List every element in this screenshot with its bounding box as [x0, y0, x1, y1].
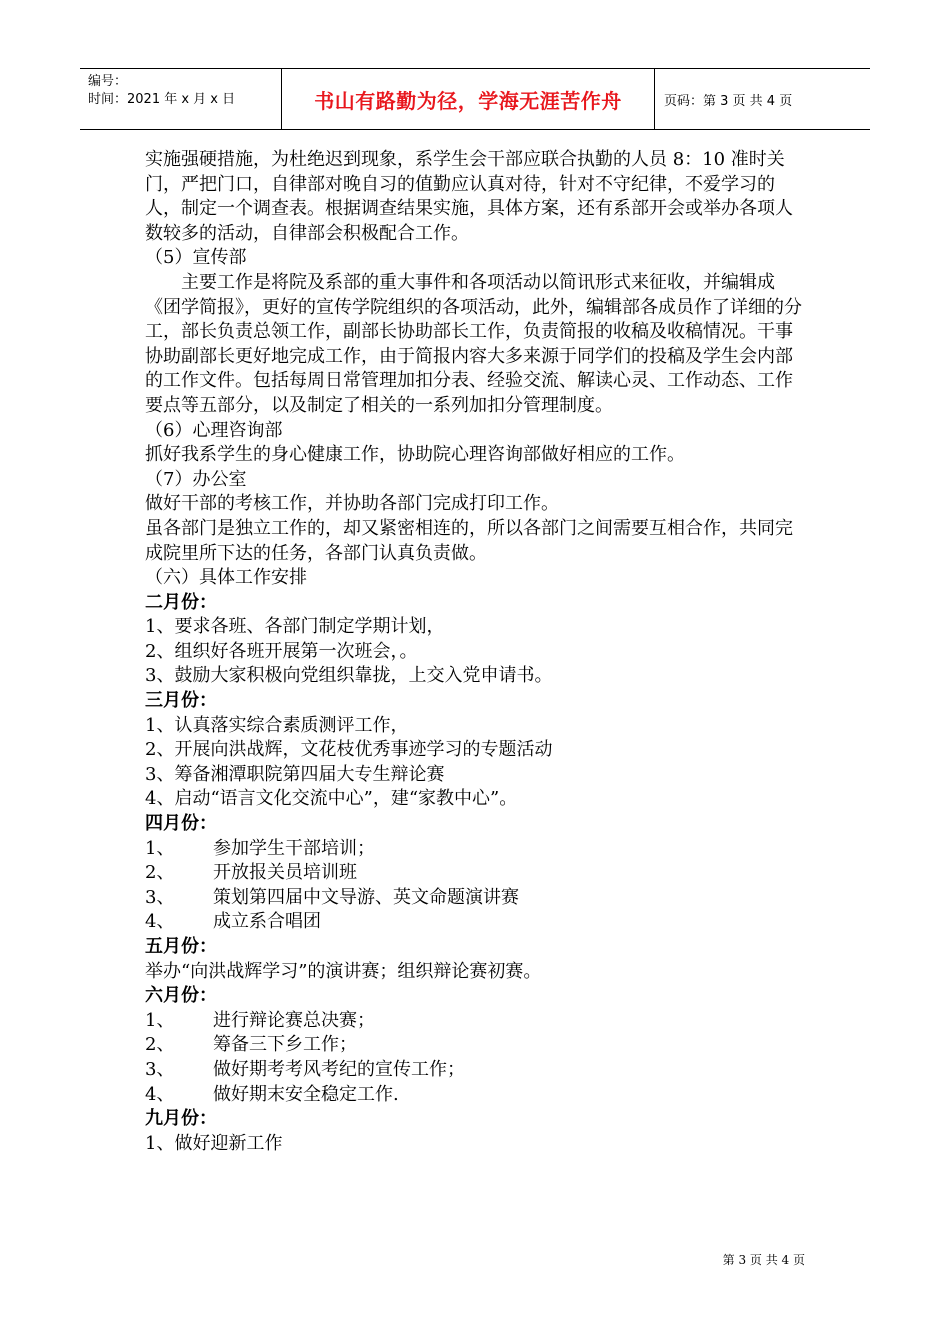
- list-item: 1、要求各班、各部门制定学期计划，: [145, 616, 445, 638]
- list-number: 4、: [145, 911, 175, 933]
- list-item: [145, 1009, 810, 1034]
- list-number: 4、: [145, 1083, 175, 1105]
- paragraph: 主要工作是将院及系部的重大事件和各项活动以简讯形式来征收，并编辑成《团学简报》，更好的宣传学院组织的各项活动，此外，编辑部各成员作了详细的分工，部长负责总领工作，副部长协助部长工作，负责简报的收稿及收稿情况。干事协助副部长更好地完成工作，由于简报内容大多来源于同学们的投稿及学生会内部的工作文件。包括每周日常管理加扣分表、经验交流、解读心灵、工作动态、工作要点等五部分，以及制定了相关的一系列加扣分管理制度。: [145, 271, 802, 416]
- list-item: 2、组织好各班开展第一次班会，。: [145, 640, 418, 662]
- list-item: 3、筹备湘潭职院第四届大专生辩论赛: [145, 763, 445, 785]
- document-body: [145, 148, 810, 1156]
- paragraph: 虽各部门是独立工作的，却又紧密相连的，所以各部门之间需要互相合作，共同完成院里所下达的任务，各部门认真负责做。: [145, 517, 793, 564]
- month-heading: 三月份：: [145, 690, 217, 712]
- list-text: 做好期末安全稳定工作.: [213, 1083, 399, 1105]
- list-item: 1、做好迎新工作: [145, 1132, 283, 1154]
- paragraph: 抓好我系学生的身心健康工作，协助院心理咨询部做好相应的工作。: [145, 444, 685, 466]
- section-heading: （六）具体工作安排: [145, 567, 307, 589]
- list-number: 3、: [145, 1058, 175, 1080]
- list-item: [145, 837, 810, 862]
- section-heading: （5）宣传部: [145, 247, 247, 269]
- header-motto: 书山有路勤为径，学海无涯苦作舟: [314, 88, 622, 113]
- list-text: 筹备三下乡工作；: [213, 1034, 357, 1056]
- list-item: [145, 1083, 810, 1108]
- list-text: 成立系合唱团: [213, 911, 321, 933]
- list-number: 1、: [145, 837, 175, 859]
- number-label: 编号：: [88, 74, 128, 89]
- list-number: 3、: [145, 886, 175, 908]
- list-item: [145, 1058, 810, 1083]
- month-heading: 二月份：: [145, 591, 217, 613]
- time-label: 时间：2021 年 x 月 x 日: [88, 92, 236, 107]
- header-page-info: 页码：第 3 页 共 4 页: [664, 93, 793, 109]
- list-number: 2、: [145, 862, 175, 884]
- list-text: 开放报关员培训班: [213, 862, 357, 884]
- list-item: [145, 910, 810, 935]
- list-number: 1、: [145, 1009, 175, 1031]
- document-header: [80, 68, 870, 130]
- header-divider: [654, 69, 655, 129]
- list-item: 4、启动“语言文化交流中心”，建“家教中心”。: [145, 788, 518, 810]
- list-item: 1、认真落实综合素质测评工作，: [145, 714, 409, 736]
- paragraph: 举办“向洪战辉学习”的演讲赛；组织辩论赛初赛。: [145, 960, 542, 982]
- page-footer: 第 3 页 共 4 页: [722, 1253, 805, 1267]
- month-heading: 九月份：: [145, 1108, 217, 1130]
- month-heading: 五月份：: [145, 936, 217, 957]
- header-meta: [80, 69, 280, 129]
- section-heading: （7）办公室: [145, 468, 247, 490]
- list-item: [145, 861, 810, 886]
- list-text: 进行辩论赛总决赛；: [213, 1009, 375, 1031]
- month-heading: 六月份：: [145, 985, 217, 1007]
- section-heading: （6）心理咨询部: [145, 419, 283, 441]
- paragraph: 做好干部的考核工作，并协助各部门完成打印工作。: [145, 493, 559, 515]
- month-heading: 四月份：: [145, 813, 217, 835]
- list-item: 3、鼓励大家积极向党组织靠拢，上交入党申请书。: [145, 665, 553, 687]
- list-item: [145, 1033, 810, 1058]
- list-item: 2、开展向洪战辉，文花枝优秀事迹学习的专题活动: [145, 739, 553, 761]
- paragraph: 实施强硬措施，为杜绝迟到现象，系学生会干部应联合执勤的人员 8：10 准时关门，严把门口，自律部对晚自习的值勤应认真对待，针对不守纪律，不爱学习的人，制定一个调查表。根据调查结果实施，具体方案，还有系部开会或举办各项人数较多的活动，自律部会积极配合工作。: [145, 149, 793, 244]
- list-item: [145, 886, 810, 911]
- list-number: 2、: [145, 1034, 175, 1056]
- list-text: 参加学生干部培训；: [213, 837, 375, 859]
- list-text: 做好期考考风考纪的宣传工作；: [213, 1058, 465, 1080]
- list-text: 策划第四届中文导游、英文命题演讲赛: [213, 886, 519, 908]
